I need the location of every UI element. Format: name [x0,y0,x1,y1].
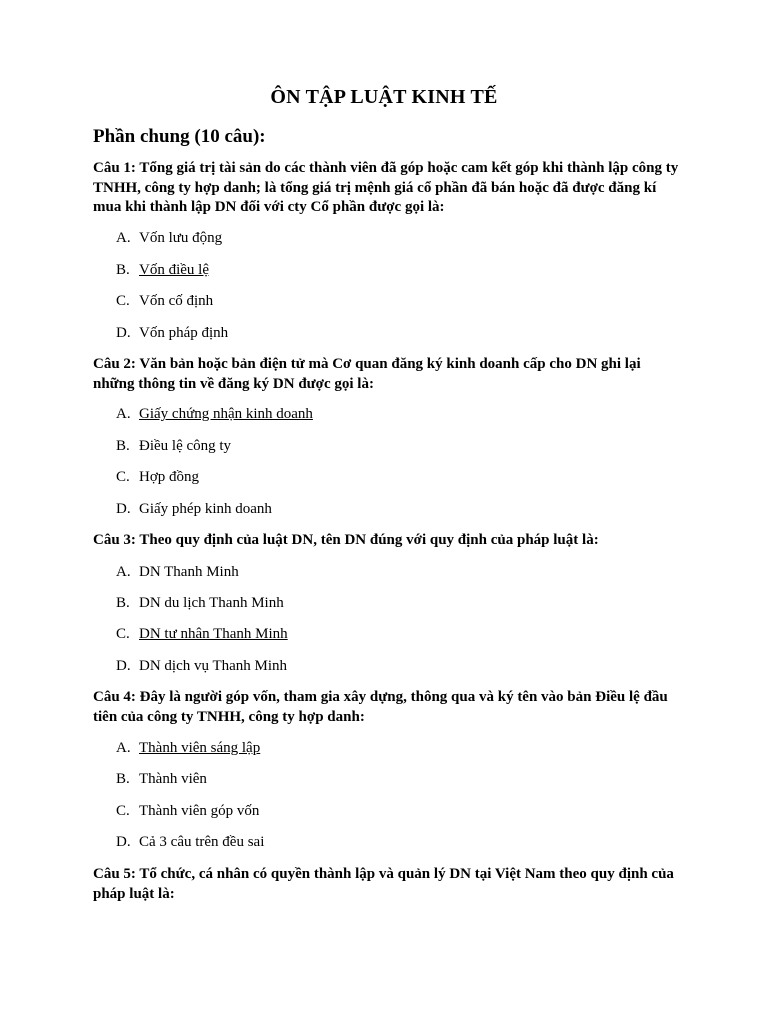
option-letter: C. [116,803,130,819]
option-text: Vốn pháp định [139,325,229,341]
question-4-option-d [116,833,264,852]
question-1-option-c [116,292,213,311]
option-text: Cả 3 câu trên đều sai [139,834,265,850]
option-letter: D. [116,501,131,517]
question-1-text: Câu 1: Tổng giá trị tài sản do các thành viên đã góp hoặc cam kết góp khi thành lập công ty TNHH, công ty hợp danh; là tổng giá trị mệnh giá cổ phần đã bán hoặc đã được đăng kí mua khi thành lập DN đối với cty Cổ phần được gọi là: [93,160,679,215]
option-letter: A. [116,230,131,246]
question-1-option-d [116,324,228,343]
question-3-option-d [116,657,287,676]
option-text-answer: Vốn điều lệ [139,262,209,278]
option-letter: D. [116,658,131,674]
option-letter: C. [116,293,130,309]
question-3-option-a [116,563,239,582]
document-title: ÔN TẬP LUẬT KINH TẾ [270,86,498,108]
option-letter: B. [116,262,130,278]
question-1-option-b [116,261,209,280]
section-heading: Phần chung (10 câu): [93,126,266,147]
option-text: Vốn lưu động [139,230,223,246]
option-text: DN Thanh Minh [139,564,239,580]
option-text: Thành viên góp vốn [139,803,260,819]
question-2-option-b [116,437,231,456]
option-letter: C. [116,626,130,642]
option-text: Thành viên [139,771,207,787]
question-4-option-b [116,770,207,789]
question-1-option-a [116,229,222,248]
option-text-answer: DN tư nhân Thanh Minh [139,626,288,642]
option-letter: D. [116,325,131,341]
option-text: Hợp đồng [139,469,200,485]
question-4-option-a [116,739,260,758]
option-letter: A. [116,406,131,422]
option-letter: C. [116,469,130,485]
option-text-answer: Thành viên sáng lập [139,740,261,756]
question-2-text: Câu 2: Văn bản hoặc bản điện tử mà Cơ quan đăng ký kinh doanh cấp cho DN ghi lại những thông tin về đăng ký DN được gọi là: [93,356,641,392]
option-text: DN du lịch Thanh Minh [139,595,284,611]
option-text-answer: Giấy chứng nhận kinh doanh [139,406,313,422]
question-2-option-d [116,500,272,519]
question-3-option-b [116,594,284,613]
question-3-option-c [116,625,288,644]
question-4-text: Câu 4: Đây là người góp vốn, tham gia xây dựng, thông qua và ký tên vào bản Điều lệ đầu tiên của công ty TNHH, công ty hợp danh: [93,689,668,725]
question-2-option-a [116,405,313,424]
option-letter: B. [116,771,130,787]
question-3-text: Câu 3: Theo quy định của luật DN, tên DN đúng với quy định của pháp luật là: [93,532,599,548]
option-letter: B. [116,595,130,611]
option-letter: D. [116,834,131,850]
option-text: Điều lệ công ty [139,438,232,454]
question-4-option-c [116,802,259,821]
option-letter: A. [116,564,131,580]
option-letter: A. [116,740,131,756]
option-text: Vốn cố định [139,293,214,309]
question-5-text: Câu 5: Tổ chức, cá nhân có quyền thành lập và quản lý DN tại Việt Nam theo quy định của pháp luật là: [93,866,674,902]
question-2-option-c [116,468,199,487]
option-text: Giấy phép kinh doanh [139,501,272,517]
option-text: DN dịch vụ Thanh Minh [139,658,288,674]
option-letter: B. [116,438,130,454]
